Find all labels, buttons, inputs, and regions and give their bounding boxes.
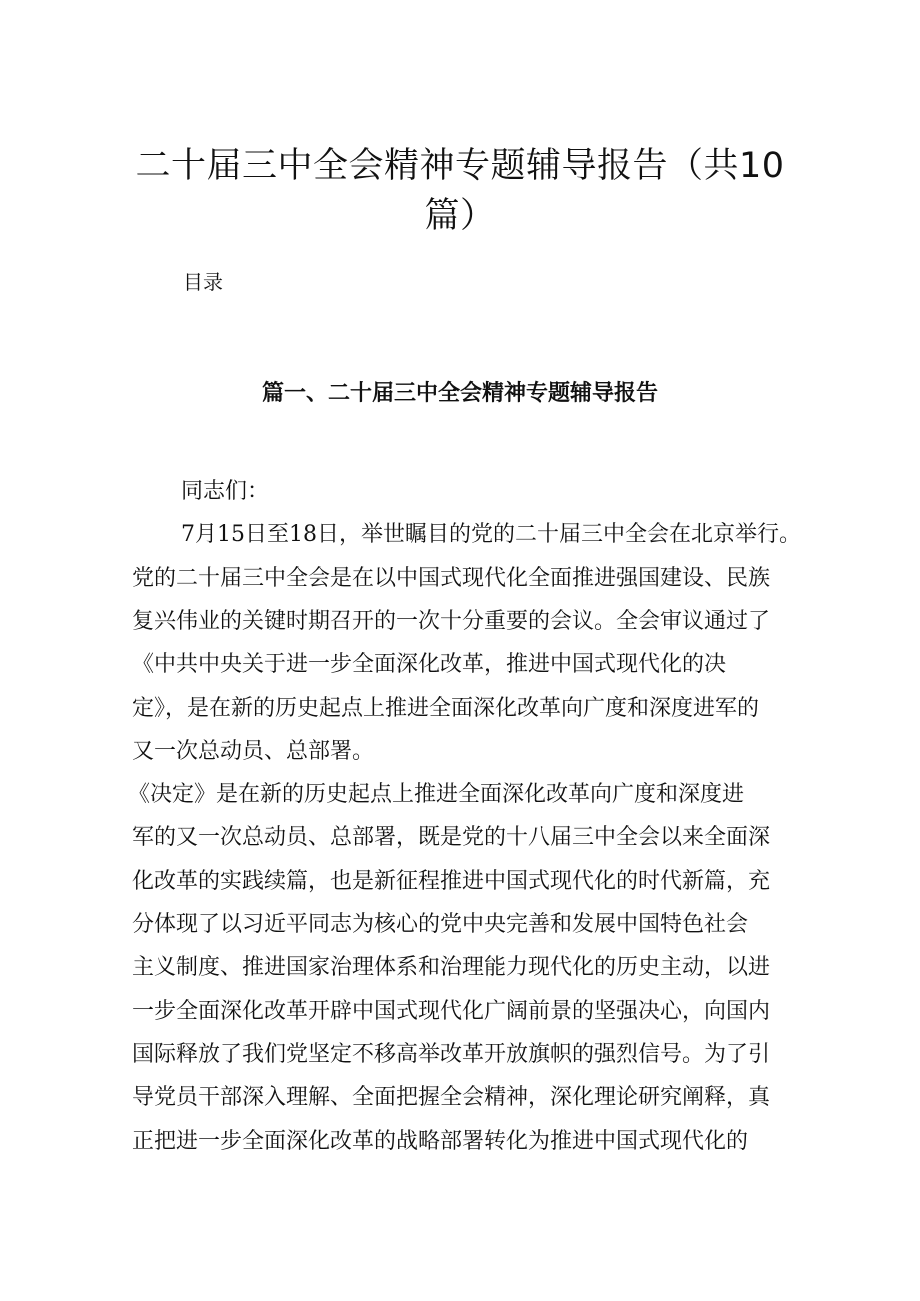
paragraph-line: 7月15日至18日，举世瞩目的党的二十届三中全会在北京举行。 <box>181 522 801 547</box>
paragraph-line: 军的又一次总动员、总部署，既是党的十八届三中全会以来全面深 <box>132 825 771 850</box>
paragraph-line: 正把进一步全面深化改革的战略部署转化为推进中国式现代化的 <box>132 1129 749 1154</box>
paragraph-line: 导党员干部深入理解、全面把握全会精神，深化理论研究阐释，真 <box>132 1085 771 1110</box>
paragraph-line: 分体现了以习近平同志为核心的党中央完善和发展中国特色社会 <box>132 912 749 937</box>
section-heading: 篇一、二十届三中全会精神专题辅导报告 <box>261 381 658 406</box>
salutation: 同志们： <box>181 479 270 504</box>
paragraph-line: 一步全面深化改革开辟中国式现代化广阔前景的坚强决心，向国内 <box>132 999 771 1024</box>
paragraph-line: 国际释放了我们党坚定不移高举改革开放旗帜的强烈信号。为了引 <box>132 1042 771 1067</box>
table-of-contents-label: 目录 <box>183 270 223 294</box>
paragraph-line: 党的二十届三中全会是在以中国式现代化全面推进强国建设、民族 <box>132 566 771 591</box>
paragraph-line: 主义制度、推进国家治理体系和治理能力现代化的历史主动，以进 <box>132 955 771 980</box>
paragraph-line: 化改革的实践续篇，也是新征程推进中国式现代化的时代新篇，充 <box>132 869 771 894</box>
paragraph-line: 又一次总动员、总部署。 <box>132 739 375 764</box>
paragraph-line: 定》，是在新的历史起点上推进全面深化改革向广度和深度进军的 <box>132 696 760 721</box>
document-title-line2: 篇） <box>424 196 496 236</box>
document-title-line1: 二十届三中全会精神专题辅导报告（共10 <box>135 146 785 186</box>
paragraph-line: 《决定》是在新的历史起点上推进全面深化改革向广度和深度进 <box>128 782 745 807</box>
paragraph-line: 《中共中央关于进一步全面深化改革，推进中国式现代化的决 <box>132 652 727 677</box>
paragraph-line: 复兴伟业的关键时期召开的一次十分重要的会议。全会审议通过了 <box>132 609 771 634</box>
